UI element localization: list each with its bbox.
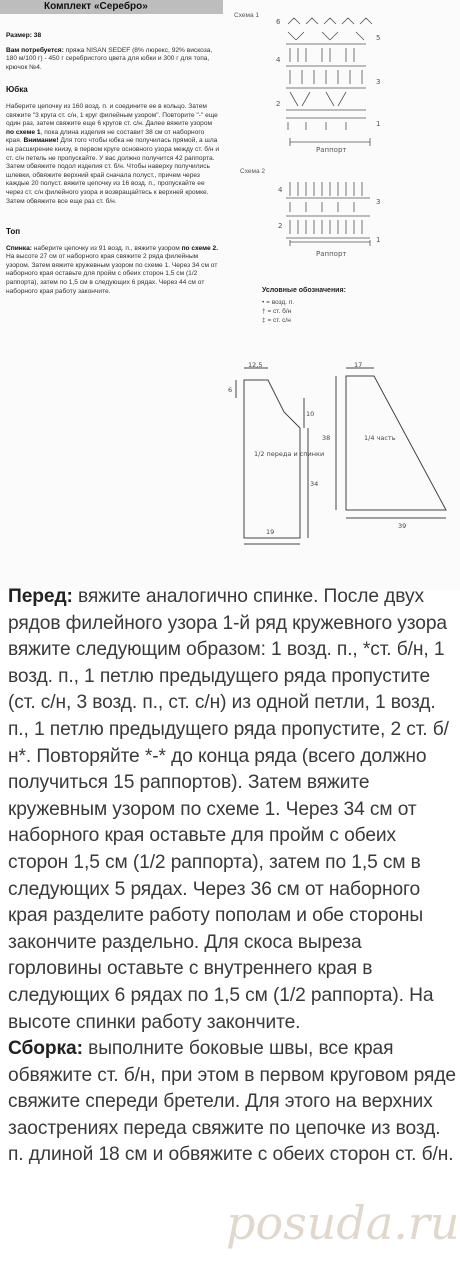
watermark-text: posuda.ru — [226, 1196, 460, 1250]
scheme2-row-2: 2 — [278, 222, 283, 230]
legend-item-dc: ‡ = ст. с/н — [262, 317, 291, 324]
assembly-text: выполните боковые швы, все края обвяжите ст. б/н, при этом в первом круговом ряде свяжите спереди бретели. Для этого на верхних заострениях переда свяжите по цепочке из возд. п. длиной 18 см и обвяжите с обеих сторон ст. б/н. — [8, 1038, 456, 1166]
legend-title: Условные обозначения: — [262, 287, 346, 294]
skirt-text-2: , пока длина изделия не составит 38 см от наборного края. — [6, 128, 205, 145]
back-text-1: наберите цепочку из 91 возд. п., вяжите узором — [31, 244, 182, 252]
skirt-scheme-ref: по схеме 1 — [6, 128, 41, 136]
skirt-paragraph — [6, 103, 220, 206]
sc-symbol-icon: † — [262, 308, 266, 315]
dim-skirt-top: 17 — [354, 361, 363, 369]
skirt-piece-label: 1/4 часть — [364, 434, 396, 442]
dc-symbol-icon: ‡ — [262, 317, 266, 324]
scheme1-row-1: 1 — [376, 120, 381, 128]
scheme1-row-4: 4 — [276, 56, 281, 64]
scheme1-row-3: 3 — [376, 78, 381, 86]
back-text-2: На высоте 27 см от наборного края свяжите 2 ряда филейным узором. Затем вяжите кружевным узором по схеме 1. Через 34 см от наборного края оставьте для пройм с обеих сторон 1,5 см (1/2 раппорта), затем по 1,5 см в следующих 6 рядах. Через 44 см от наборного края работу закончите. — [6, 253, 218, 295]
skirt-attention: Внимание! — [23, 137, 59, 145]
scheme2-label: Схема 2 — [240, 168, 265, 175]
scheme1-rapport: Раппорт — [316, 146, 347, 154]
dim-shoulder: 6 — [228, 386, 233, 394]
page-title — [0, 0, 223, 14]
front-piece-label: 1/2 переда и спинки — [254, 450, 325, 458]
chain-symbol-icon: • — [262, 299, 265, 306]
scheme1-row-6: 6 — [276, 18, 281, 26]
scheme1-label: Схема 1 — [234, 12, 259, 19]
watermark-logo — [226, 1196, 460, 1262]
instructions-column — [6, 32, 220, 302]
back-paragraph — [6, 245, 220, 297]
page-title-text: Комплект «Серебро» — [44, 1, 148, 12]
scheme2-row-1: 1 — [376, 236, 381, 244]
legend-item-sc: † = ст. б/н — [262, 308, 292, 315]
dim-neck: 12,5 — [248, 361, 263, 369]
size-label: Размер: 38 — [6, 32, 42, 39]
dim-skirt-length: 38 — [322, 434, 331, 442]
dim-skirt-bottom: 39 — [398, 522, 407, 530]
scheme2-row-3: 3 — [376, 198, 381, 206]
materials-label: Вам потребуется: — [6, 46, 64, 54]
assembly-paragraph — [8, 1036, 456, 1169]
scheme1-row-2: 2 — [276, 100, 281, 108]
pattern-drawings — [228, 360, 456, 550]
assembly-label: Сборка: — [8, 1038, 83, 1060]
scheme2-rapport: Раппорт — [316, 250, 347, 258]
scheme2-row-4: 4 — [278, 186, 283, 194]
scheme1-diagram — [226, 14, 426, 154]
dim-width-top: 19 — [266, 528, 275, 536]
front-label: Перед: — [8, 586, 73, 607]
dim-side: 34 — [310, 480, 319, 488]
back-scheme-ref: по схеме 2. — [181, 244, 218, 252]
skirt-text-3: Для того чтобы юбка не получилась прямой, а шла на расширение книзу, в первом круге основного узора между ст. б/н и ст. с/н петель не пропускайте. У вас должно получится 42 раппорта. Затем обвяжите подол изделия ст. б/н. Чтобы наверху получились шлевки, обвяжите верхний край сначала полуст., причем через каждые 20 полуст. вяжите цепочку из 16 возд. п., пропускайте ее через ст. с/н филейного узора и возвращайтесь к верхней кромке. Затем обвяжите все еще раз ст. б/н. — [6, 137, 220, 205]
scheme2-diagram — [226, 170, 426, 262]
legend — [262, 286, 346, 325]
scheme1-row-5: 5 — [376, 34, 381, 42]
front-text: вяжите аналогично спинке. После двух рядов филейного узора 1-й ряд кружевного узора вяжите следующим образом: 1 возд. п., *ст. б/н, 1 возд. п., 1 петлю предыдущего ряда пропустите (ст. с/н, 3 возд. п., ст. с/н) из одной петли, 1 возд. п., 1 петлю предыдущего ряда пропустите, 2 ст. б/н*. Повторяйте *-* до конца ряда (всего должно получиться 15 раппортов). Затем вяжите кружевным узором по схеме 1. Через 34 см от наборного края оставьте для пройм с обеих сторон 1,5 см (1/2 раппорта), затем по 1,5 см в следующих 5 рядах. Через 36 см от наборного края разделите работу пополам и обе стороны закончите раздельно. Для скоса выреза горловины оставьте с внутреннего края в следующих 6 рядах по 1,5 см (1/2 раппорта). На высоте спинки работу закончите. — [8, 586, 449, 1033]
legend-item-chain: • = возд. п. — [262, 299, 295, 306]
dim-armhole: 10 — [306, 410, 315, 418]
skirt-text-1: Наберите цепочку из 160 возд. п. и соедините ее в кольцо. Затем свяжите "3 круга ст. с/н, 1 круг филейным узором". Повторите "-" еще один раз, затем свяжите еще 6 кругов ст. с/н. Далее вяжите узором — [6, 102, 218, 128]
top-heading: Топ — [6, 227, 21, 237]
front-paragraph — [8, 584, 456, 1036]
skirt-heading: Юбка — [6, 85, 28, 95]
back-label: Спинка: — [6, 244, 32, 252]
materials-text: пряжа NISAN SEDEF (8% люрекс, 92% вискоза, 180 м/100 г) - 450 г серебристого цвета для юбки и 300 г для топа, крючок №4. — [6, 46, 213, 71]
main-instructions — [8, 584, 456, 1169]
